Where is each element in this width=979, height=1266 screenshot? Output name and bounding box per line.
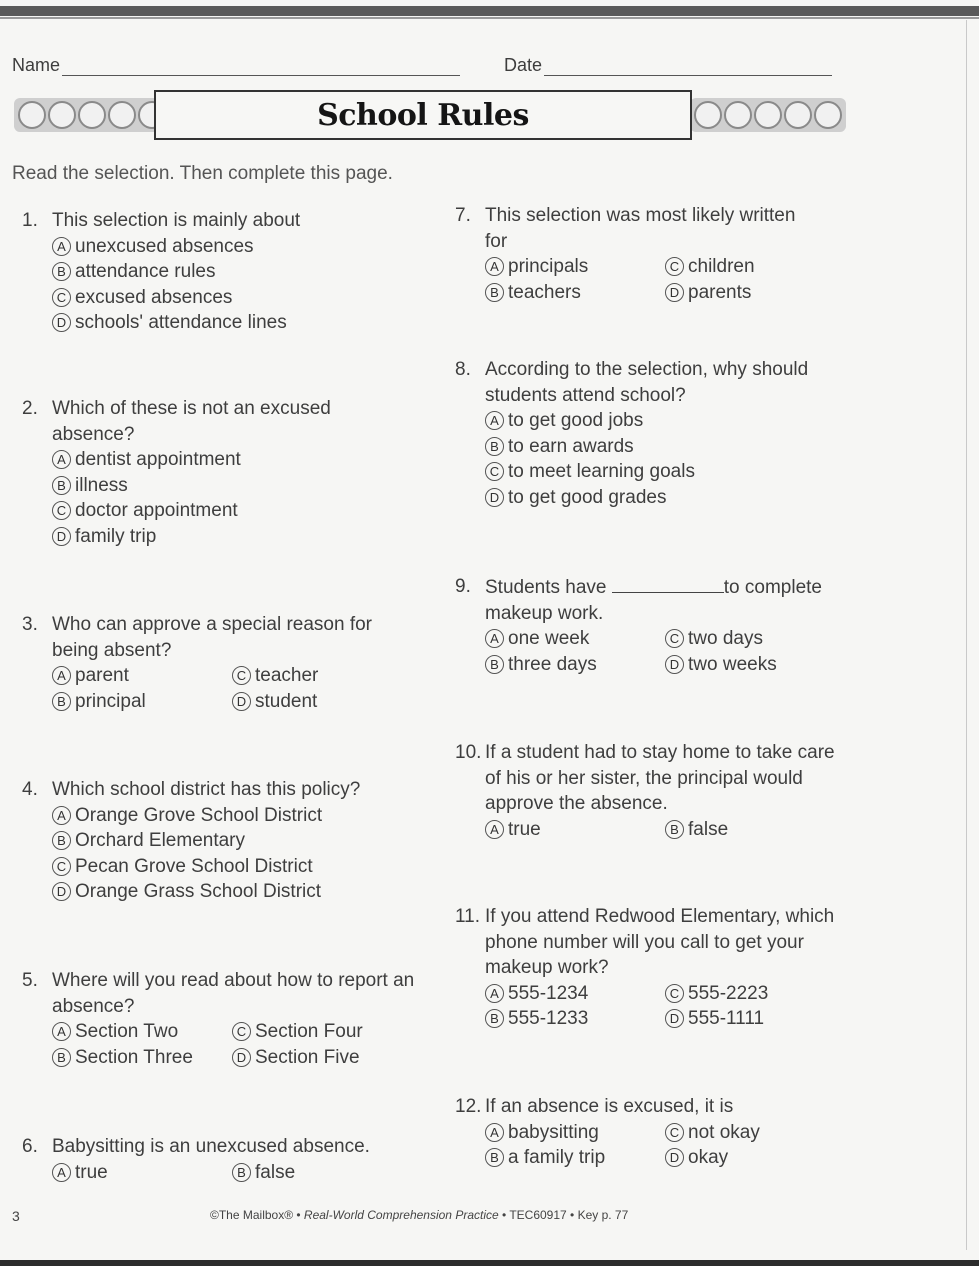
- answer-option[interactable]: C children: [665, 254, 845, 280]
- bottom-border: [0, 1260, 979, 1266]
- page-title: School Rules: [317, 98, 529, 133]
- answer-option[interactable]: D family trip: [52, 524, 352, 550]
- bubble-icon[interactable]: B: [485, 437, 504, 456]
- bubble-icon[interactable]: D: [52, 527, 71, 546]
- answer-option[interactable]: A babysitting: [485, 1120, 665, 1146]
- answer-option[interactable]: C two days: [665, 626, 845, 652]
- answer-option[interactable]: A parent: [52, 663, 232, 689]
- bubble-icon[interactable]: C: [232, 666, 251, 685]
- bubble-icon[interactable]: A: [485, 629, 504, 648]
- bubble-icon[interactable]: A: [52, 666, 71, 685]
- fill-in-blank[interactable]: [612, 574, 724, 593]
- answer-option[interactable]: B illness: [52, 473, 352, 499]
- answer-option[interactable]: B three days: [485, 652, 665, 678]
- question-text: This selection was most likely written for: [485, 205, 796, 252]
- question-number: 12.: [455, 1096, 482, 1117]
- answer-option[interactable]: D to get good grades: [485, 485, 835, 511]
- bubble-icon[interactable]: D: [665, 655, 684, 674]
- title-box: [154, 90, 692, 140]
- top-border: [0, 6, 979, 16]
- question-text: Babysitting is an unexcused absence.: [52, 1136, 370, 1157]
- answer-option[interactable]: D student: [232, 689, 412, 715]
- question-text: According to the selection, why should students attend school?: [485, 359, 809, 406]
- answer-option[interactable]: A dentist appointment: [52, 447, 352, 473]
- footer-credit: ©The Mailbox® • Real-World Comprehension Practice • TEC60917 • Key p. 77: [210, 1208, 629, 1222]
- question-8: [455, 357, 835, 510]
- question-12: [455, 1094, 835, 1171]
- film-strip-left: [14, 98, 170, 132]
- bubble-icon[interactable]: D: [485, 488, 504, 507]
- answer-option[interactable]: A true: [52, 1160, 232, 1186]
- question-number: 7.: [455, 205, 471, 226]
- answer-option[interactable]: A Orange Grove School District: [52, 803, 422, 829]
- answer-option[interactable]: B false: [665, 817, 845, 843]
- answer-option[interactable]: D two weeks: [665, 652, 845, 678]
- bubble-icon[interactable]: B: [485, 283, 504, 302]
- question-1: [22, 208, 422, 336]
- bubble-icon[interactable]: A: [52, 1022, 71, 1041]
- question-number: 4.: [22, 779, 38, 800]
- title-banner: [14, 90, 834, 142]
- date-label: Date: [504, 55, 543, 75]
- bubble-icon[interactable]: A: [485, 1123, 504, 1142]
- question-9: [455, 574, 845, 677]
- question-number: 11.: [455, 906, 481, 927]
- answer-option[interactable]: A 555-1234: [485, 981, 665, 1007]
- question-4: [22, 777, 422, 905]
- question-7: [455, 203, 815, 305]
- answer-option[interactable]: B a family trip: [485, 1145, 665, 1171]
- answer-option[interactable]: A true: [485, 817, 665, 843]
- answer-option[interactable]: C excused absences: [52, 285, 422, 311]
- question-number: 9.: [455, 576, 471, 597]
- answer-option[interactable]: C teacher: [232, 663, 412, 689]
- bubble-icon[interactable]: D: [52, 882, 71, 901]
- answer-option[interactable]: B principal: [52, 689, 232, 715]
- bubble-icon[interactable]: B: [485, 1148, 504, 1167]
- answer-option[interactable]: D okay: [665, 1145, 845, 1171]
- bubble-icon[interactable]: A: [485, 984, 504, 1003]
- question-text: Students have to complete makeup work.: [485, 574, 845, 626]
- bubble-icon[interactable]: A: [485, 411, 504, 430]
- answer-option[interactable]: D Section Five: [232, 1045, 412, 1071]
- bubble-icon[interactable]: C: [232, 1022, 251, 1041]
- question-10: [455, 740, 850, 842]
- answer-option[interactable]: B to earn awards: [485, 434, 835, 460]
- date-field: [504, 55, 832, 76]
- question-5: [22, 968, 422, 1070]
- answer-option[interactable]: C doctor appointment: [52, 498, 352, 524]
- question-text: If you attend Redwood Elementary, which phone number will you call to get your makeup work?: [485, 906, 835, 978]
- bubble-icon[interactable]: A: [52, 806, 71, 825]
- bubble-icon[interactable]: C: [52, 288, 71, 307]
- question-number: 6.: [22, 1136, 38, 1157]
- bubble-icon[interactable]: B: [52, 1048, 71, 1067]
- bubble-icon[interactable]: A: [485, 820, 504, 839]
- bubble-icon[interactable]: B: [52, 692, 71, 711]
- answer-option[interactable]: B false: [232, 1160, 412, 1186]
- answer-option[interactable]: A to get good jobs: [485, 408, 835, 434]
- answer-option[interactable]: A one week: [485, 626, 665, 652]
- answer-option[interactable]: A unexcused absences: [52, 234, 422, 260]
- answer-option[interactable]: D parents: [665, 280, 845, 306]
- bubble-icon[interactable]: C: [665, 984, 684, 1003]
- bubble-icon[interactable]: C: [665, 257, 684, 276]
- answer-option[interactable]: A Section Two: [52, 1019, 232, 1045]
- bubble-icon[interactable]: D: [232, 1048, 251, 1067]
- bubble-icon[interactable]: D: [665, 1148, 684, 1167]
- question-text: Where will you read about how to report an absence?: [52, 970, 415, 1017]
- answer-option[interactable]: C 555-2223: [665, 981, 845, 1007]
- bubble-icon[interactable]: A: [52, 450, 71, 469]
- question-text: This selection is mainly about: [52, 210, 301, 231]
- bubble-icon[interactable]: A: [52, 237, 71, 256]
- answer-option[interactable]: A principals: [485, 254, 665, 280]
- bubble-icon[interactable]: B: [52, 476, 71, 495]
- bubble-icon[interactable]: D: [232, 692, 251, 711]
- question-number: 1.: [22, 210, 38, 231]
- bubble-icon[interactable]: A: [52, 1163, 71, 1182]
- instructions: Read the selection. Then complete this page.: [12, 163, 393, 184]
- answer-option[interactable]: B Orchard Elementary: [52, 828, 422, 854]
- question-11: [455, 904, 850, 1032]
- bubble-icon[interactable]: C: [485, 462, 504, 481]
- answer-option[interactable]: B attendance rules: [52, 259, 422, 285]
- question-number: 5.: [22, 970, 38, 991]
- bubble-icon[interactable]: B: [232, 1163, 251, 1182]
- question-text: Which of these is not an excused absence?: [52, 398, 331, 445]
- question-number: 10.: [455, 742, 482, 763]
- question-6: [22, 1134, 422, 1185]
- answer-option[interactable]: D 555-1111: [665, 1006, 845, 1032]
- question-3: [22, 612, 402, 714]
- question-text: If a student had to stay home to take care of his or her sister, the principal would approve the absence.: [485, 742, 835, 814]
- question-2: [22, 396, 352, 549]
- answer-option[interactable]: B Section Three: [52, 1045, 232, 1071]
- question-number: 3.: [22, 614, 38, 635]
- bubble-icon[interactable]: C: [52, 501, 71, 520]
- answer-option[interactable]: B 555-1233: [485, 1006, 665, 1032]
- name-line[interactable]: [62, 59, 460, 76]
- bubble-icon[interactable]: B: [485, 655, 504, 674]
- bubble-icon[interactable]: B: [52, 831, 71, 850]
- bubble-icon[interactable]: B: [52, 262, 71, 281]
- film-strip-right: [690, 98, 846, 132]
- name-field: [12, 55, 460, 76]
- answer-option[interactable]: C Pecan Grove School District: [52, 854, 422, 880]
- name-label: Name: [12, 55, 61, 75]
- question-number: 8.: [455, 359, 471, 380]
- page-number: 3: [12, 1208, 20, 1224]
- date-line[interactable]: [544, 59, 832, 76]
- top-border-thin: [0, 17, 979, 19]
- bubble-icon[interactable]: A: [485, 257, 504, 276]
- question-text: Which school district has this policy?: [52, 779, 361, 800]
- bubble-icon[interactable]: D: [52, 313, 71, 332]
- bubble-icon[interactable]: B: [665, 820, 684, 839]
- bubble-icon[interactable]: D: [665, 1009, 684, 1028]
- page-edge: [966, 20, 967, 1250]
- answer-option[interactable]: B teachers: [485, 280, 665, 306]
- question-number: 2.: [22, 398, 38, 419]
- bubble-icon[interactable]: B: [485, 1009, 504, 1028]
- bubble-icon[interactable]: C: [52, 857, 71, 876]
- answer-option[interactable]: C to meet learning goals: [485, 459, 835, 485]
- answer-option[interactable]: D schools' attendance lines: [52, 310, 422, 336]
- bubble-icon[interactable]: D: [665, 283, 684, 302]
- bubble-icon[interactable]: C: [665, 629, 684, 648]
- question-text: Who can approve a special reason for being absent?: [52, 614, 373, 661]
- answer-option[interactable]: C not okay: [665, 1120, 845, 1146]
- bubble-icon[interactable]: C: [665, 1123, 684, 1142]
- answer-option[interactable]: D Orange Grass School District: [52, 879, 422, 905]
- question-text: If an absence is excused, it is: [485, 1096, 734, 1117]
- answer-option[interactable]: C Section Four: [232, 1019, 412, 1045]
